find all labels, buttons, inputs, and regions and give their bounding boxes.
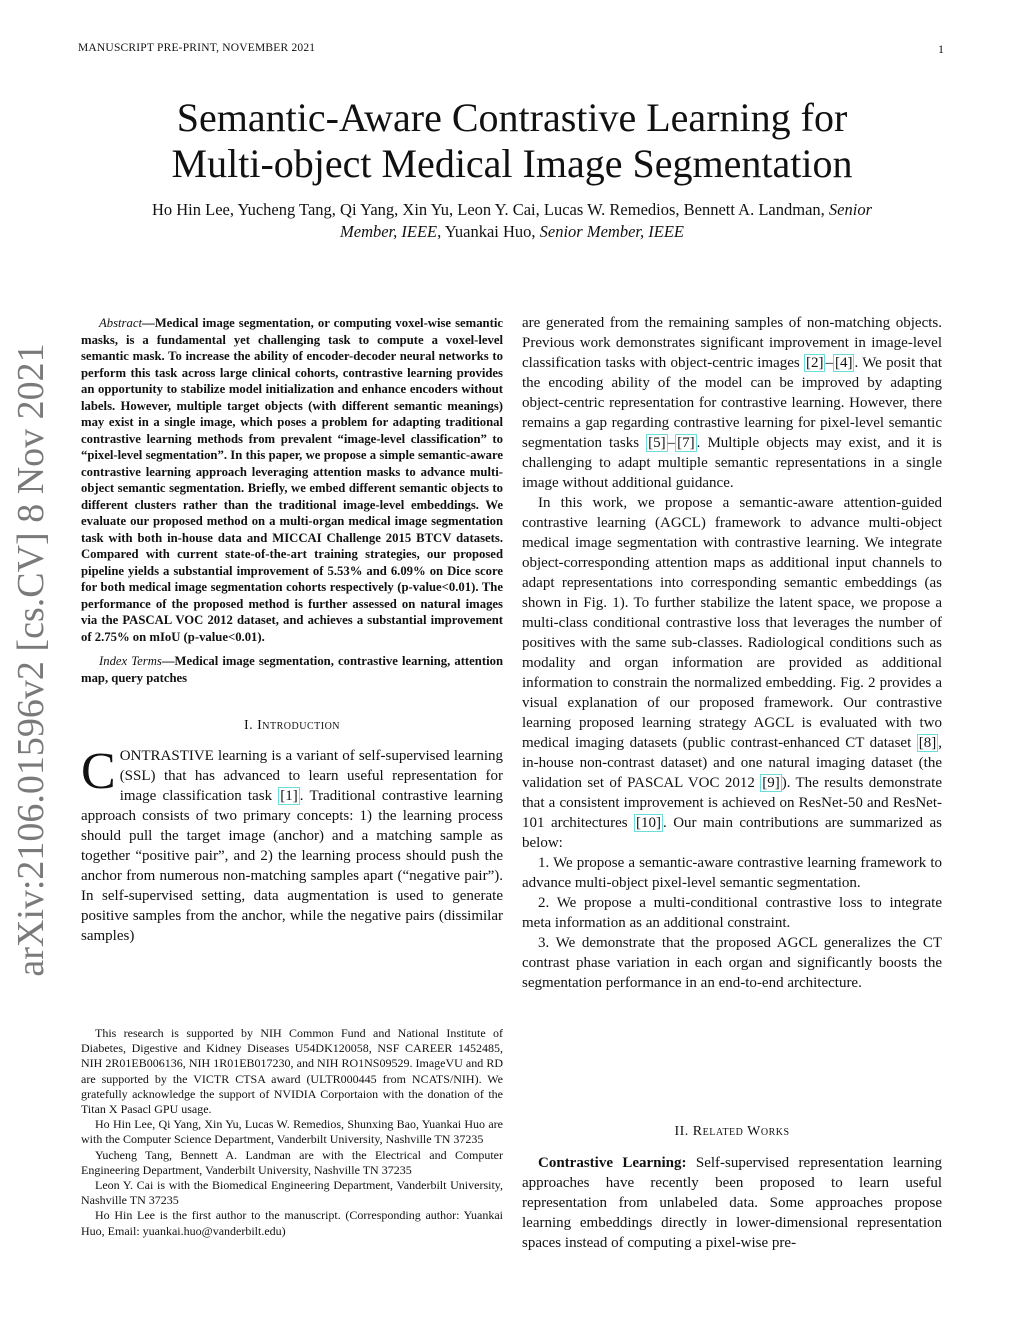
arxiv-stamp-text: arXiv:2106.01596v2 [cs.CV] 8 Nov 2021 [10,343,52,977]
title-line-1: Semantic-Aware Contrastive Learning for [176,95,848,140]
citation-link[interactable]: [7] [677,435,695,451]
abstract-label: Abstract [99,316,142,330]
authors-member: Member, IEEE [340,222,438,241]
footnote-funding: This research is supported by NIH Common Fund and National Institute of Diabetes, Digestive and Kidney Diseases U54DK120058, NSF CAREER 1452485, NIH 2R01EB006136, NIH 1R01EB017230, and NIH RO1NS09529. ImageVU and RD are supported by the VICTR CTSA award (ULTR000445 from NCATS/NIH). We gratefully acknowledge the support of NVIDIA Corportaion with the donation of the Titan X Pasacl GPU usage. [81,1026,503,1117]
left-column [81,315,503,946]
page-number: 1 [938,42,944,56]
footnote-affiliation-ece: Yucheng Tang, Bennett A. Landman are with the Electrical and Computer Engineering Department, Vanderbilt University, Nashville TN 37235 [81,1147,503,1177]
title-line-2: Multi-object Medical Image Segmentation [171,141,853,186]
footnote-affiliation-bme: Leon Y. Cai is with the Biomedical Engineering Department, Vanderbilt University, Nashville TN 37235 [81,1178,503,1208]
citation-link[interactable]: [2] [805,355,824,371]
dash: – [667,435,676,451]
citation-link[interactable]: [1] [280,788,298,804]
authors-senior-member: Senior Member, IEEE [539,222,684,241]
abstract-text: —Medical image segmentation, or computing voxel-wise semantic masks, is a fundamental yet challenging task to compute a voxel-level semantic mask. To increase the ability of encoder-decoder neural networks to perform this task across large clinical cohorts, contrastive learning provides an opportunity to stabilize model initialization and enhance encoders without labels. However, multiple target objects (with different semantic meanings) may exist in a single image, which poses a problem for adapting traditional contrastive learning methods from prevalent “image-level classification” to “pixel-level segmentation”. In this paper, we propose a simple semantic-aware contrastive learning approach leveraging attention masks to advance multi-object semantic segmentation. Briefly, we embed different semantic objects to different clusters rather than the traditional image-level embeddings. We evaluate our proposed method on a multi-organ medical image segmentation task with both in-house data and MICCAI Challenge 2015 BTCV datasets. Compared with current state-of-the-art training strategies, our proposed pipeline yields a substantial improvement of 5.53% and 6.09% on Dice score for both medical image segmentation cohorts respectively (p-value<0.01). The performance of the proposed method is further assessed on natural images via the PASCAL VOC 2012 dataset, and achieves a substantial improvement of 2.75% on mIoU (p-value<0.01). [81,316,503,644]
authors-line1: Ho Hin Lee, Yucheng Tang, Qi Yang, Xin Yu, Leon Y. Cai, Lucas W. Remedios, Bennett A. Landman, [151,200,829,219]
footnote-corresponding: Ho Hin Lee is the first author to the manuscript. (Corresponding author: Yuankai Huo, Email: yuankai.huo@vanderbilt.edu) [81,1208,503,1238]
running-head: MANUSCRIPT PRE-PRINT, NOVEMBER 2021 [78,42,316,54]
citation-link[interactable]: [9] [762,775,780,791]
intro-continuation [522,313,942,493]
right-column [522,313,942,993]
intro-paragraph [81,743,503,946]
intro-text-b: . Traditional contrastive learning approach consists of two primary concepts: 1) the learning process should pull the target image (anchor) and a matching sample as together “positive pair”, and 2) the learning process should push the anchor from numerous non-matching samples apart (“negative pair”). In self-supervised setting, data augmentation is used to generate positive samples from the anchor, while the negative pairs (dissimilar samples) [81,788,503,944]
related-works-paragraph [522,1153,942,1253]
index-terms [81,653,503,686]
dropcap: C [81,743,116,800]
intro-paragraph-2 [522,493,942,853]
index-terms-label: Index Terms [99,654,162,668]
abstract [81,315,503,645]
related-text [522,1153,942,1253]
contribution-1: 1. We propose a semantic-aware contrastive learning framework to advance multi-object pixel-level semantic segmentation. [522,855,942,891]
text-run: , in-house non-contrast dataset) and one natural imaging dataset (the validation set of PASCAL VOC 2012 [522,735,942,791]
contribution-3: 3. We demonstrate that the proposed AGCL generalizes the CT contrast phase variation in each organ and significantly boosts the segmentation performance in an end-to-end architecture. [522,935,942,991]
citation-link[interactable]: [5] [648,435,666,451]
citation-link[interactable]: [8] [918,735,937,751]
text-run: are generated from the remaining samples of non-matching objects. Previous work demonstrates significant improvement in image-level classification tasks with object-centric images [522,315,942,371]
citation-link[interactable]: [10] [636,815,661,831]
text-run: In this work, we propose a semantic-aware attention-guided contrastive learning (AGCL) framework to advance multi-object medical image segmentation with contrastive learning. We integrate object-corresponding attention maps as additional input channels to adapt representations into corresponding semantic embeddings (as shown in Fig. 1). To further stabilize the latent space, we propose a multi-class conditional contrastive loss that leverages the number of positives with the same sub-classes. Radiological conditions such as modality and organ information are provided as additional information to constrain the normalized embedding. Fig. 2 provides a visual explanation of our proposed framework. Our contrastive learning proposed learning strategy AGCL is evaluated with two medical imaging datasets (public contrast-enhanced CT dataset [522,495,942,751]
text-run: Self-supervised representation learning approaches have recently been proposed to learn useful representation from unlabeled data. Some approaches propose learning embeddings directly in lower-dimensional representation spaces instead of computing a pixel-wise pre- [522,1155,942,1251]
text-run: ). The results demonstrate that a consistent improvement is achieved on ResNet-50 and ResNet-101 architectures [522,775,942,831]
author-list [80,199,944,243]
intro-text-a: ONTRASTIVE learning is a variant of self-supervised learning (SSL) that has advanced to learn useful representation for image classification task [119,748,503,804]
footnote-affiliation-cs: Ho Hin Lee, Qi Yang, Xin Yu, Lucas W. Remedios, Shunxing Bao, Yuankai Huo are with the Computer Science Department, Vanderbilt University, Nashville TN 37235 [81,1117,503,1147]
related-lead: Contrastive Learning: [538,1155,687,1171]
index-terms-text: —Medical image segmentation, contrastive learning, attention map, query patches [81,654,503,685]
footnotes [81,1026,503,1239]
text-run: . Multiple objects may exist, and it is challenging to adapt multiple semantic representations in a single image without additional guidance. [522,435,942,491]
dash: – [825,355,833,371]
authors-huo: , Yuankai Huo, [437,222,540,241]
text-run: . Our main contributions are summarized as below: [522,815,942,851]
text-run: . We posit that the encoding ability of the model can be improved by adapting object-centric representation for contrastive learning. However, there remains a gap regarding contrastive learning for pixel-level semantic segmentation tasks [522,355,942,451]
citation-link[interactable]: [4] [834,355,853,371]
contribution-2: 2. We propose a multi-conditional contrastive loss to integrate meta information as an additional constraint. [522,895,942,931]
authors-senior: Senior [828,200,873,219]
paper-title [60,95,964,187]
intro-heading: I. Introduction [243,718,341,733]
related-works-heading: II. Related Works [674,1124,790,1139]
